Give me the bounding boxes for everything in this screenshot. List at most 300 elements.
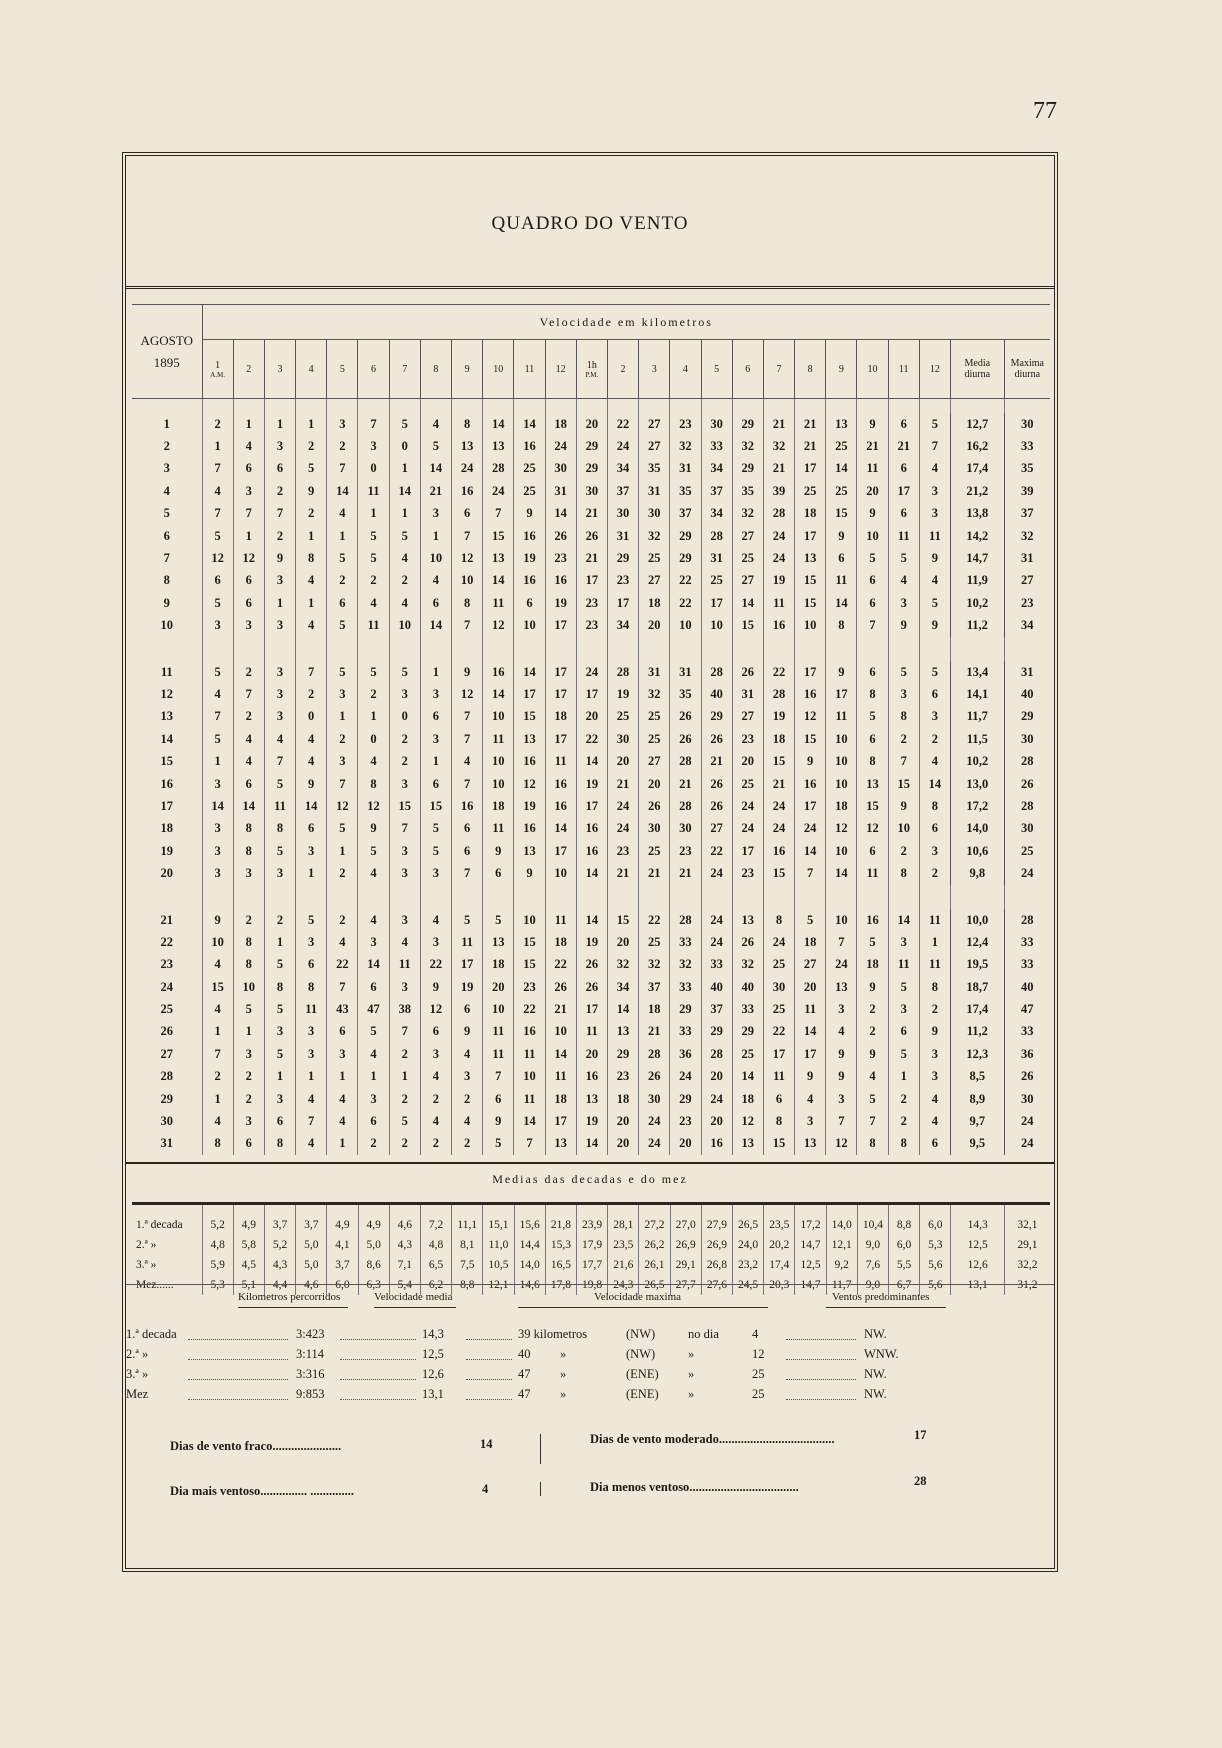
hour-value: 3 xyxy=(420,1043,451,1065)
hour-value: 8 xyxy=(358,773,389,795)
hour-value: 25 xyxy=(732,773,763,795)
hour-value: 28 xyxy=(670,795,701,817)
hour-value: 25 xyxy=(795,480,826,502)
hour-value: 33 xyxy=(732,998,763,1020)
hour-value: 27 xyxy=(639,750,670,772)
hour-value: 33 xyxy=(670,976,701,998)
hour-value: 32 xyxy=(639,954,670,976)
decada-value: 17,7 xyxy=(576,1255,607,1275)
hour-value: 4 xyxy=(919,1110,950,1132)
hour-value: 8 xyxy=(919,795,950,817)
hour-value: 5 xyxy=(389,661,420,683)
hour-value: 14 xyxy=(514,661,545,683)
hour-value: 11 xyxy=(358,615,389,637)
hour-value: 28 xyxy=(763,503,794,525)
km-value: 3:316 xyxy=(296,1367,325,1381)
media-value: 11,2 xyxy=(951,1021,1005,1043)
hour-value: 13 xyxy=(732,1133,763,1155)
hour-value: 8 xyxy=(296,976,327,998)
hour-value: 5 xyxy=(264,773,295,795)
media-value: 10,2 xyxy=(951,592,1005,614)
hour-value: 9 xyxy=(888,615,919,637)
year-label: 1895 xyxy=(153,354,180,370)
decada-value: 10,4 xyxy=(857,1204,888,1236)
hour-value: 4 xyxy=(389,547,420,569)
hour-value: 28 xyxy=(701,661,732,683)
hour-value: 9 xyxy=(264,547,295,569)
summary-label: 2.ª » xyxy=(126,1347,149,1361)
hour-value: 7 xyxy=(452,728,483,750)
hour-value: 25 xyxy=(639,931,670,953)
hour-value: 6 xyxy=(857,592,888,614)
hour-value: 5 xyxy=(888,976,919,998)
hour-value: 3 xyxy=(202,840,233,862)
hour-value: 6 xyxy=(327,592,358,614)
hour-value: 3 xyxy=(264,706,295,728)
day-number: 28 xyxy=(160,1069,173,1084)
hour-value: 1 xyxy=(358,1066,389,1088)
hour-value: 15 xyxy=(888,773,919,795)
decada-value: 6,0 xyxy=(920,1204,951,1236)
hour-value: 4 xyxy=(296,728,327,750)
decada-value: 4,1 xyxy=(327,1235,358,1255)
decada-value: 14,0 xyxy=(514,1255,545,1275)
hour-value: 1 xyxy=(296,862,327,884)
hour-value: 25 xyxy=(701,570,732,592)
hour-value: 5 xyxy=(888,1043,919,1065)
hour-value: 6 xyxy=(888,1021,919,1043)
hour-value: 1 xyxy=(296,592,327,614)
decada-value: 12,5 xyxy=(951,1235,1005,1255)
hour-value: 3 xyxy=(826,1088,857,1110)
hour-value: 23 xyxy=(670,413,701,435)
hour-value: 30 xyxy=(545,458,576,480)
decada-value: 6,5 xyxy=(420,1255,451,1275)
hour-value: 5 xyxy=(202,525,233,547)
hour-value: 10 xyxy=(514,909,545,931)
hour-value: 10 xyxy=(514,1066,545,1088)
hour-header: 8 xyxy=(420,340,451,399)
decada-value: 14,7 xyxy=(795,1275,826,1295)
hour-value: 5 xyxy=(888,547,919,569)
decada-value: 12,6 xyxy=(951,1255,1005,1275)
hour-value: 31 xyxy=(639,480,670,502)
summary-label: 3.ª » xyxy=(126,1367,149,1381)
decada-value: 17,2 xyxy=(795,1204,826,1236)
hour-value: 14 xyxy=(826,458,857,480)
decada-value: 26,5 xyxy=(639,1275,670,1295)
hour-value: 24 xyxy=(732,795,763,817)
hour-value: 26 xyxy=(639,1066,670,1088)
media-value: 11,9 xyxy=(951,570,1005,592)
decada-value: 23,9 xyxy=(576,1204,607,1236)
hour-value: 29 xyxy=(607,1043,638,1065)
hour-value: 6 xyxy=(264,1110,295,1132)
decada-value: 14,0 xyxy=(826,1204,857,1236)
hour-value: 6 xyxy=(888,413,919,435)
hour-value: 9 xyxy=(826,1066,857,1088)
hour-value: 40 xyxy=(732,976,763,998)
media-value: 10,0 xyxy=(951,909,1005,931)
hour-value: 11 xyxy=(514,1088,545,1110)
hour-value: 8 xyxy=(452,413,483,435)
hour-value: 3 xyxy=(888,592,919,614)
media-value: 13,0 xyxy=(951,773,1005,795)
hour-value: 11 xyxy=(826,570,857,592)
hour-value: 17 xyxy=(763,1043,794,1065)
vel-max-header: Velocidade maxima xyxy=(594,1291,682,1303)
hour-value: 12 xyxy=(420,998,451,1020)
hour-value: 6 xyxy=(483,1088,514,1110)
hour-value: 23 xyxy=(670,1110,701,1132)
hour-value: 2 xyxy=(389,570,420,592)
decada-value: 8,8 xyxy=(889,1204,920,1236)
decada-value: 12,1 xyxy=(826,1235,857,1255)
table-row xyxy=(132,1021,1050,1043)
hour-value: 10 xyxy=(452,570,483,592)
hour-value: 5 xyxy=(919,413,950,435)
hour-value: 33 xyxy=(670,1021,701,1043)
hour-value: 1 xyxy=(420,525,451,547)
decada-value: 5,8 xyxy=(233,1235,264,1255)
decada-label: 3.ª » xyxy=(136,1259,157,1271)
hour-value: 22 xyxy=(670,592,701,614)
hour-value: 6 xyxy=(202,570,233,592)
hour-value: 14 xyxy=(607,998,638,1020)
hour-value: 7 xyxy=(202,503,233,525)
hour-value: 6 xyxy=(358,1110,389,1132)
hour-value: 5 xyxy=(483,1133,514,1155)
hour-value: 3 xyxy=(420,931,451,953)
hour-value: 17 xyxy=(826,683,857,705)
dotted-leader xyxy=(786,1387,856,1400)
table-row xyxy=(132,458,1050,480)
max-direction: (ENE) xyxy=(626,1367,659,1381)
hour-value: 25 xyxy=(514,458,545,480)
hour-value: 13 xyxy=(732,909,763,931)
decada-value: 14,4 xyxy=(514,1235,545,1255)
decada-value: 14,7 xyxy=(795,1235,826,1255)
hour-value: 32 xyxy=(639,683,670,705)
hour-value: 5 xyxy=(358,525,389,547)
hour-value: 2 xyxy=(389,1043,420,1065)
hour-value: 7 xyxy=(264,503,295,525)
hour-value: 10 xyxy=(795,615,826,637)
hour-value: 26 xyxy=(670,728,701,750)
decada-value: 6,2 xyxy=(420,1275,451,1295)
hour-value: 7 xyxy=(264,750,295,772)
hour-value: 15 xyxy=(514,706,545,728)
decada-value: 12,5 xyxy=(795,1255,826,1275)
ventos-value: NW. xyxy=(864,1327,887,1341)
hour-value: 4 xyxy=(327,1110,358,1132)
hour-value: 12 xyxy=(795,706,826,728)
hour-value: 9 xyxy=(452,1021,483,1043)
hour-value: 30 xyxy=(701,413,732,435)
hour-value: 3 xyxy=(919,1066,950,1088)
max-direction: (NW) xyxy=(626,1347,656,1361)
hour-value: 4 xyxy=(358,1043,389,1065)
hour-value: 25 xyxy=(639,728,670,750)
hour-value: 5 xyxy=(327,818,358,840)
hour-value: 30 xyxy=(763,976,794,998)
hour-value: 5 xyxy=(452,909,483,931)
hour-value: 20 xyxy=(607,1133,638,1155)
hour-value: 2 xyxy=(888,728,919,750)
hour-value: 16 xyxy=(701,1133,732,1155)
hour-value: 16 xyxy=(576,1066,607,1088)
hour-value: 22 xyxy=(639,909,670,931)
hour-value: 5 xyxy=(264,840,295,862)
hour-value: 2 xyxy=(389,750,420,772)
hour-value: 6 xyxy=(420,706,451,728)
hour-value: 9 xyxy=(514,503,545,525)
media-value: 10,2 xyxy=(951,750,1005,772)
hour-value: 8 xyxy=(763,1110,794,1132)
hour-value: 8 xyxy=(857,1133,888,1155)
hour-value: 13 xyxy=(452,435,483,457)
decada-value: 20,2 xyxy=(764,1235,795,1255)
maxima-value: 34 xyxy=(1004,615,1050,637)
hour-value: 5 xyxy=(264,1043,295,1065)
hour-value: 2 xyxy=(233,1088,264,1110)
max-value: 47 xyxy=(518,1387,531,1401)
maxima-header: Maxima diurna xyxy=(1004,340,1050,399)
dotted-leader xyxy=(188,1347,288,1360)
hour-value: 6 xyxy=(857,570,888,592)
media-header: Media diurna xyxy=(951,340,1005,399)
maxima-value: 29 xyxy=(1004,706,1050,728)
dia-mais-label: Dia mais ventoso............... .............. xyxy=(170,1484,355,1498)
hour-value: 1 xyxy=(420,750,451,772)
hour-value: 31 xyxy=(639,661,670,683)
hour-value: 17 xyxy=(795,458,826,480)
hour-value: 31 xyxy=(670,458,701,480)
hour-value: 2 xyxy=(233,909,264,931)
dotted-leader xyxy=(466,1367,512,1380)
hour-header: 10 xyxy=(857,340,888,399)
page-number: 77 xyxy=(1033,98,1057,124)
hour-value: 4 xyxy=(795,1088,826,1110)
day-number: 1 xyxy=(163,416,170,431)
table-row xyxy=(132,503,1050,525)
hour-value: 20 xyxy=(639,615,670,637)
hour-value: 5 xyxy=(389,525,420,547)
hour-value: 21 xyxy=(420,480,451,502)
hour-value: 16 xyxy=(514,435,545,457)
hour-value: 27 xyxy=(639,413,670,435)
table-row xyxy=(132,615,1050,637)
hour-value: 5 xyxy=(857,706,888,728)
hour-value: 14 xyxy=(732,1066,763,1088)
hour-value: 2 xyxy=(358,683,389,705)
hour-value: 9 xyxy=(296,480,327,502)
hour-value: 3 xyxy=(327,683,358,705)
hour-value: 4 xyxy=(919,570,950,592)
hour-value: 20 xyxy=(576,706,607,728)
hour-value: 14 xyxy=(233,795,264,817)
hour-value: 19 xyxy=(514,795,545,817)
hour-value: 3 xyxy=(888,931,919,953)
hour-value: 4 xyxy=(919,1088,950,1110)
decada-value: 26,9 xyxy=(701,1235,732,1255)
hour-value: 32 xyxy=(732,503,763,525)
hour-value: 15 xyxy=(795,728,826,750)
hour-value: 16 xyxy=(763,615,794,637)
hour-value: 26 xyxy=(701,795,732,817)
hour-value: 26 xyxy=(576,525,607,547)
hour-value: 15 xyxy=(514,931,545,953)
hour-value: 13 xyxy=(826,976,857,998)
hour-value: 25 xyxy=(607,706,638,728)
decada-value: 4,9 xyxy=(233,1204,264,1236)
hourly-velocity-table xyxy=(132,304,1050,1155)
media-value: 9,5 xyxy=(951,1133,1005,1155)
hour-value: 4 xyxy=(264,728,295,750)
decada-value: 4,4 xyxy=(264,1275,295,1295)
decada-row xyxy=(132,1255,1050,1275)
decada-value: 5,9 xyxy=(202,1255,233,1275)
day-number: 16 xyxy=(160,776,173,791)
hour-value: 7 xyxy=(452,615,483,637)
hour-header: 12 xyxy=(545,340,576,399)
hour-value: 7 xyxy=(795,862,826,884)
hour-value: 9 xyxy=(420,976,451,998)
hour-value: 22 xyxy=(607,413,638,435)
hour-value: 6 xyxy=(327,1021,358,1043)
hour-value: 1 xyxy=(327,525,358,547)
hour-value: 11 xyxy=(919,525,950,547)
hour-value: 6 xyxy=(857,728,888,750)
hour-value: 15 xyxy=(826,503,857,525)
hour-value: 4 xyxy=(327,503,358,525)
hour-header: 1h P.M. xyxy=(576,340,607,399)
hour-value: 15 xyxy=(483,525,514,547)
hour-value: 30 xyxy=(639,818,670,840)
hour-value: 32 xyxy=(639,525,670,547)
hour-value: 25 xyxy=(826,480,857,502)
media-value: 12,3 xyxy=(951,1043,1005,1065)
hour-value: 7 xyxy=(202,706,233,728)
hour-value: 5 xyxy=(296,458,327,480)
hour-value: 4 xyxy=(888,570,919,592)
hour-value: 16 xyxy=(452,480,483,502)
media-value: 13,8 xyxy=(951,503,1005,525)
hour-value: 5 xyxy=(919,661,950,683)
hour-value: 3 xyxy=(919,480,950,502)
hour-value: 11 xyxy=(795,998,826,1020)
decada-value: 26,8 xyxy=(701,1255,732,1275)
hour-value: 11 xyxy=(888,525,919,547)
hour-value: 31 xyxy=(607,525,638,547)
media-value: 14,0 xyxy=(951,818,1005,840)
max-unit: » xyxy=(560,1367,567,1381)
hour-value: 29 xyxy=(732,1021,763,1043)
hour-value: 1 xyxy=(233,1021,264,1043)
hour-value: 29 xyxy=(576,435,607,457)
hour-value: 10 xyxy=(826,728,857,750)
hour-value: 4 xyxy=(420,909,451,931)
decada-value: 3,7 xyxy=(327,1255,358,1275)
hour-value: 29 xyxy=(701,1021,732,1043)
hour-value: 6 xyxy=(296,954,327,976)
hour-value: 4 xyxy=(233,728,264,750)
decada-value: 17,9 xyxy=(576,1235,607,1255)
decada-value: 15,6 xyxy=(514,1204,545,1236)
hour-value: 26 xyxy=(670,706,701,728)
hour-value: 32 xyxy=(763,435,794,457)
dia-menos-value: 28 xyxy=(914,1474,927,1488)
day-number: 4 xyxy=(163,483,170,498)
hour-value: 14 xyxy=(545,503,576,525)
maxima-value: 26 xyxy=(1004,1066,1050,1088)
hour-value: 24 xyxy=(795,818,826,840)
hour-value: 0 xyxy=(296,706,327,728)
hour-value: 9 xyxy=(826,661,857,683)
hour-value: 14 xyxy=(888,909,919,931)
hour-value: 11 xyxy=(763,592,794,614)
hour-value: 31 xyxy=(732,683,763,705)
table-row xyxy=(132,683,1050,705)
media-value: 17,4 xyxy=(951,998,1005,1020)
hour-value: 6 xyxy=(233,458,264,480)
decada-value: 24,3 xyxy=(608,1275,639,1295)
hour-value: 26 xyxy=(701,773,732,795)
hour-value: 9 xyxy=(826,525,857,547)
hour-value: 5 xyxy=(857,1088,888,1110)
hour-value: 11 xyxy=(483,1021,514,1043)
hour-value: 14 xyxy=(919,773,950,795)
hour-value: 12 xyxy=(452,547,483,569)
hour-value: 28 xyxy=(483,458,514,480)
hour-value: 1 xyxy=(202,1021,233,1043)
no-dia-label: » xyxy=(688,1367,695,1381)
hour-value: 22 xyxy=(420,954,451,976)
hour-value: 3 xyxy=(264,862,295,884)
hour-value: 23 xyxy=(732,862,763,884)
dia-value: 25 xyxy=(752,1367,765,1381)
maxima-value: 31 xyxy=(1004,547,1050,569)
hour-value: 8 xyxy=(264,976,295,998)
hour-value: 12 xyxy=(233,547,264,569)
hour-value: 10 xyxy=(420,547,451,569)
hour-value: 25 xyxy=(732,547,763,569)
media-value: 18,7 xyxy=(951,976,1005,998)
hour-value: 17 xyxy=(576,683,607,705)
hour-value: 3 xyxy=(296,931,327,953)
hour-value: 26 xyxy=(545,976,576,998)
hour-value: 6 xyxy=(514,592,545,614)
day-number: 9 xyxy=(163,595,170,610)
hour-value: 27 xyxy=(732,570,763,592)
hour-value: 2 xyxy=(327,862,358,884)
decada-value: 4,9 xyxy=(327,1204,358,1236)
hour-value: 6 xyxy=(420,773,451,795)
maxima-value: 28 xyxy=(1004,795,1050,817)
hour-value: 10 xyxy=(202,931,233,953)
hour-value: 19 xyxy=(576,773,607,795)
hour-value: 4 xyxy=(420,1066,451,1088)
km-value: 3:423 xyxy=(296,1327,325,1341)
hour-value: 23 xyxy=(576,592,607,614)
hour-value: 32 xyxy=(670,954,701,976)
hour-value: 4 xyxy=(202,683,233,705)
decada-value: 20,3 xyxy=(764,1275,795,1295)
hour-value: 4 xyxy=(358,909,389,931)
hour-value: 7 xyxy=(826,931,857,953)
decada-value: 8,6 xyxy=(358,1255,389,1275)
hour-value: 6 xyxy=(420,592,451,614)
